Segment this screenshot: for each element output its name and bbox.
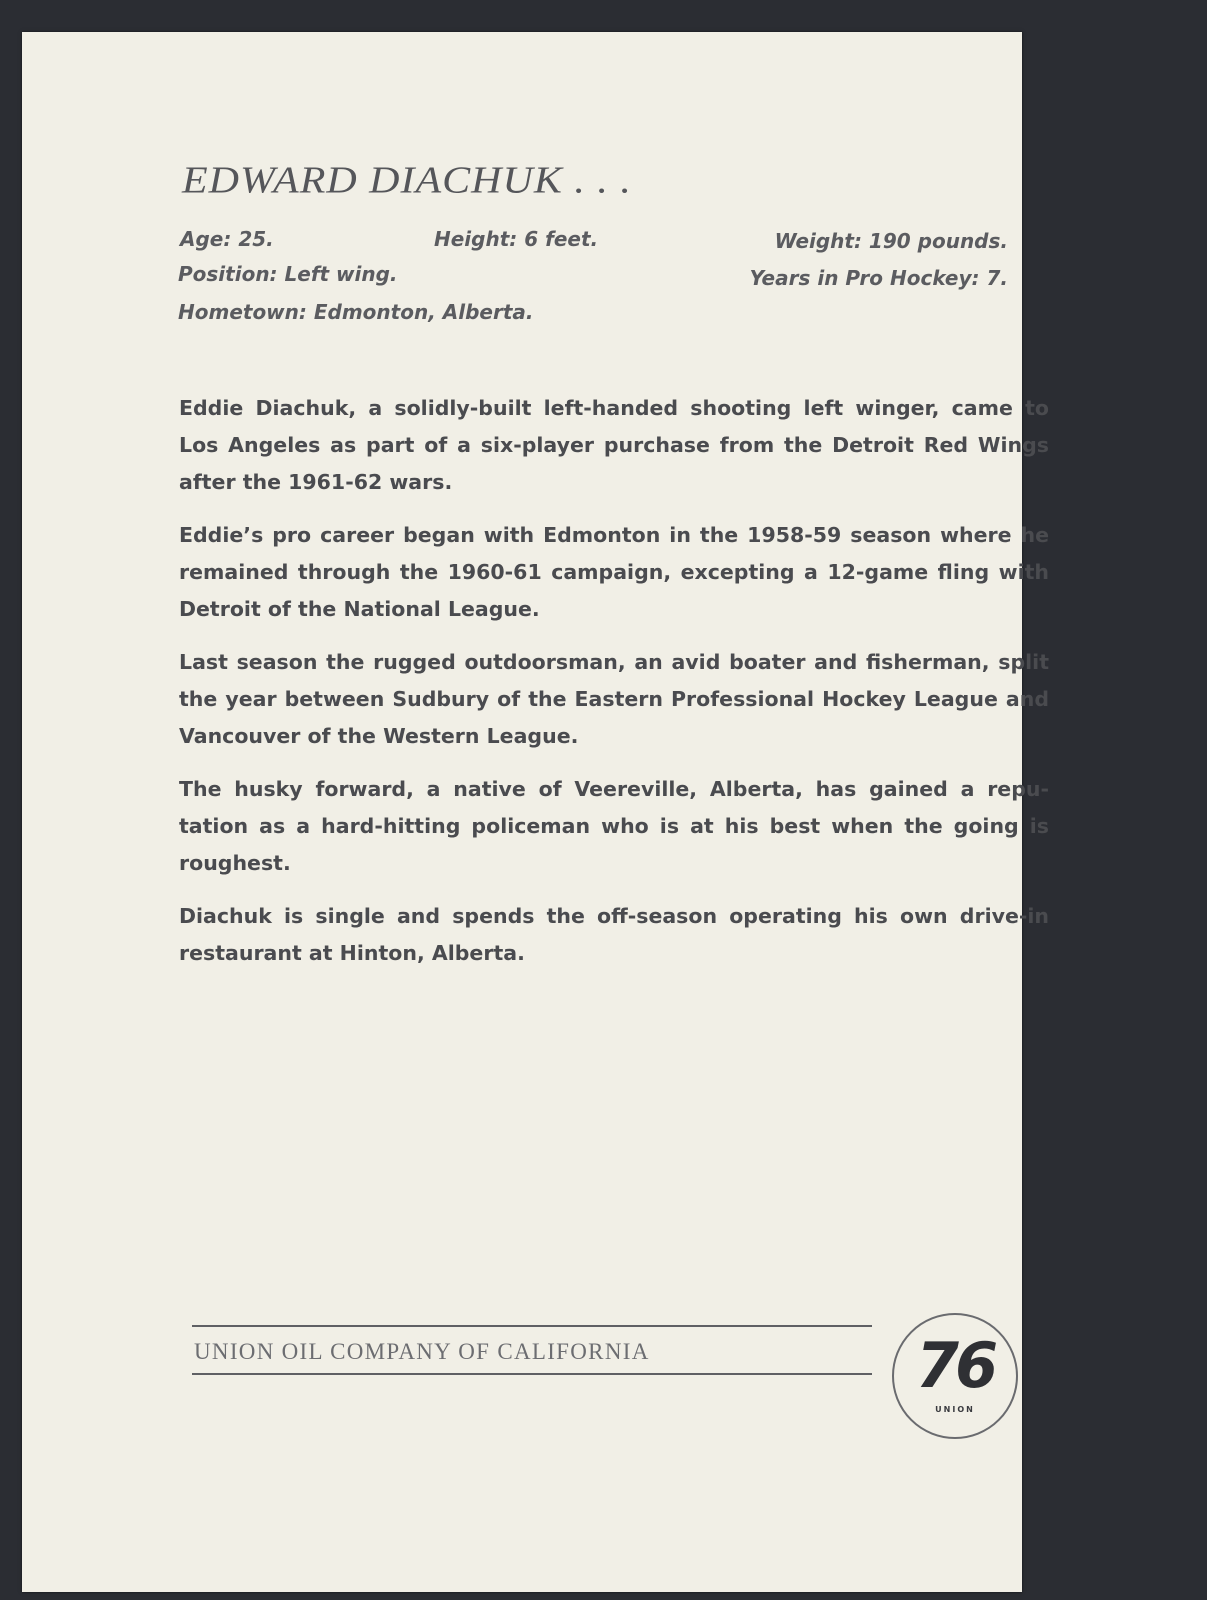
stat-hometown: Hometown: Edmonton, Alberta. — [178, 300, 534, 324]
footer-rule-top — [192, 1325, 872, 1327]
bio-paragraph: Last season the rugged outdoorsman, an avid boater and fisherman, split the year between Sudbury of the Eastern Professional Hockey League and Vancouver of the Western League. — [179, 650, 1049, 748]
stat-years-pro: Years in Pro Hockey: 7. — [749, 266, 1008, 290]
company-name: UNION OIL COMPANY OF CALIFORNIA — [194, 1339, 650, 1364]
player-card — [22, 32, 1049, 1592]
stat-weight: Weight: 190 pounds. — [774, 229, 1008, 253]
bio-paragraph: Eddie Diachuk, a solidly-built left-handed shooting left winger, came to Los Angeles as part of a six-player purchase from the Detroit Red Wings after the 1961-62 wars. — [179, 396, 1049, 494]
stat-position: Position: Left wing. — [178, 262, 398, 286]
stat-age: Age: 25. — [180, 227, 274, 251]
player-name-title: EDWARD DIACHUK . . . — [182, 159, 632, 202]
bio-paragraph: The husky forward, a native of Veereville, Alberta, has gained a repu-tation as a hard-hitting policeman who is at his best when the going is roughest. — [179, 777, 1049, 875]
footer-rule-bottom — [192, 1373, 872, 1375]
bio-text — [179, 390, 1049, 988]
bio-paragraph: Eddie’s pro career began with Edmonton in the 1958-59 season where he remained through the 1960-61 campaign, excepting a 12-game fling with Detroit of the National League. — [179, 523, 1049, 621]
logo-word: UNION — [935, 1405, 975, 1414]
bio-paragraph: Diachuk is single and spends the off-season operating his own drive-in restaurant at Hinton, Alberta. — [179, 904, 1049, 965]
stat-height: Height: 6 feet. — [434, 227, 599, 251]
union-76-logo — [892, 1313, 1018, 1439]
logo-number: 76 — [915, 1329, 995, 1402]
